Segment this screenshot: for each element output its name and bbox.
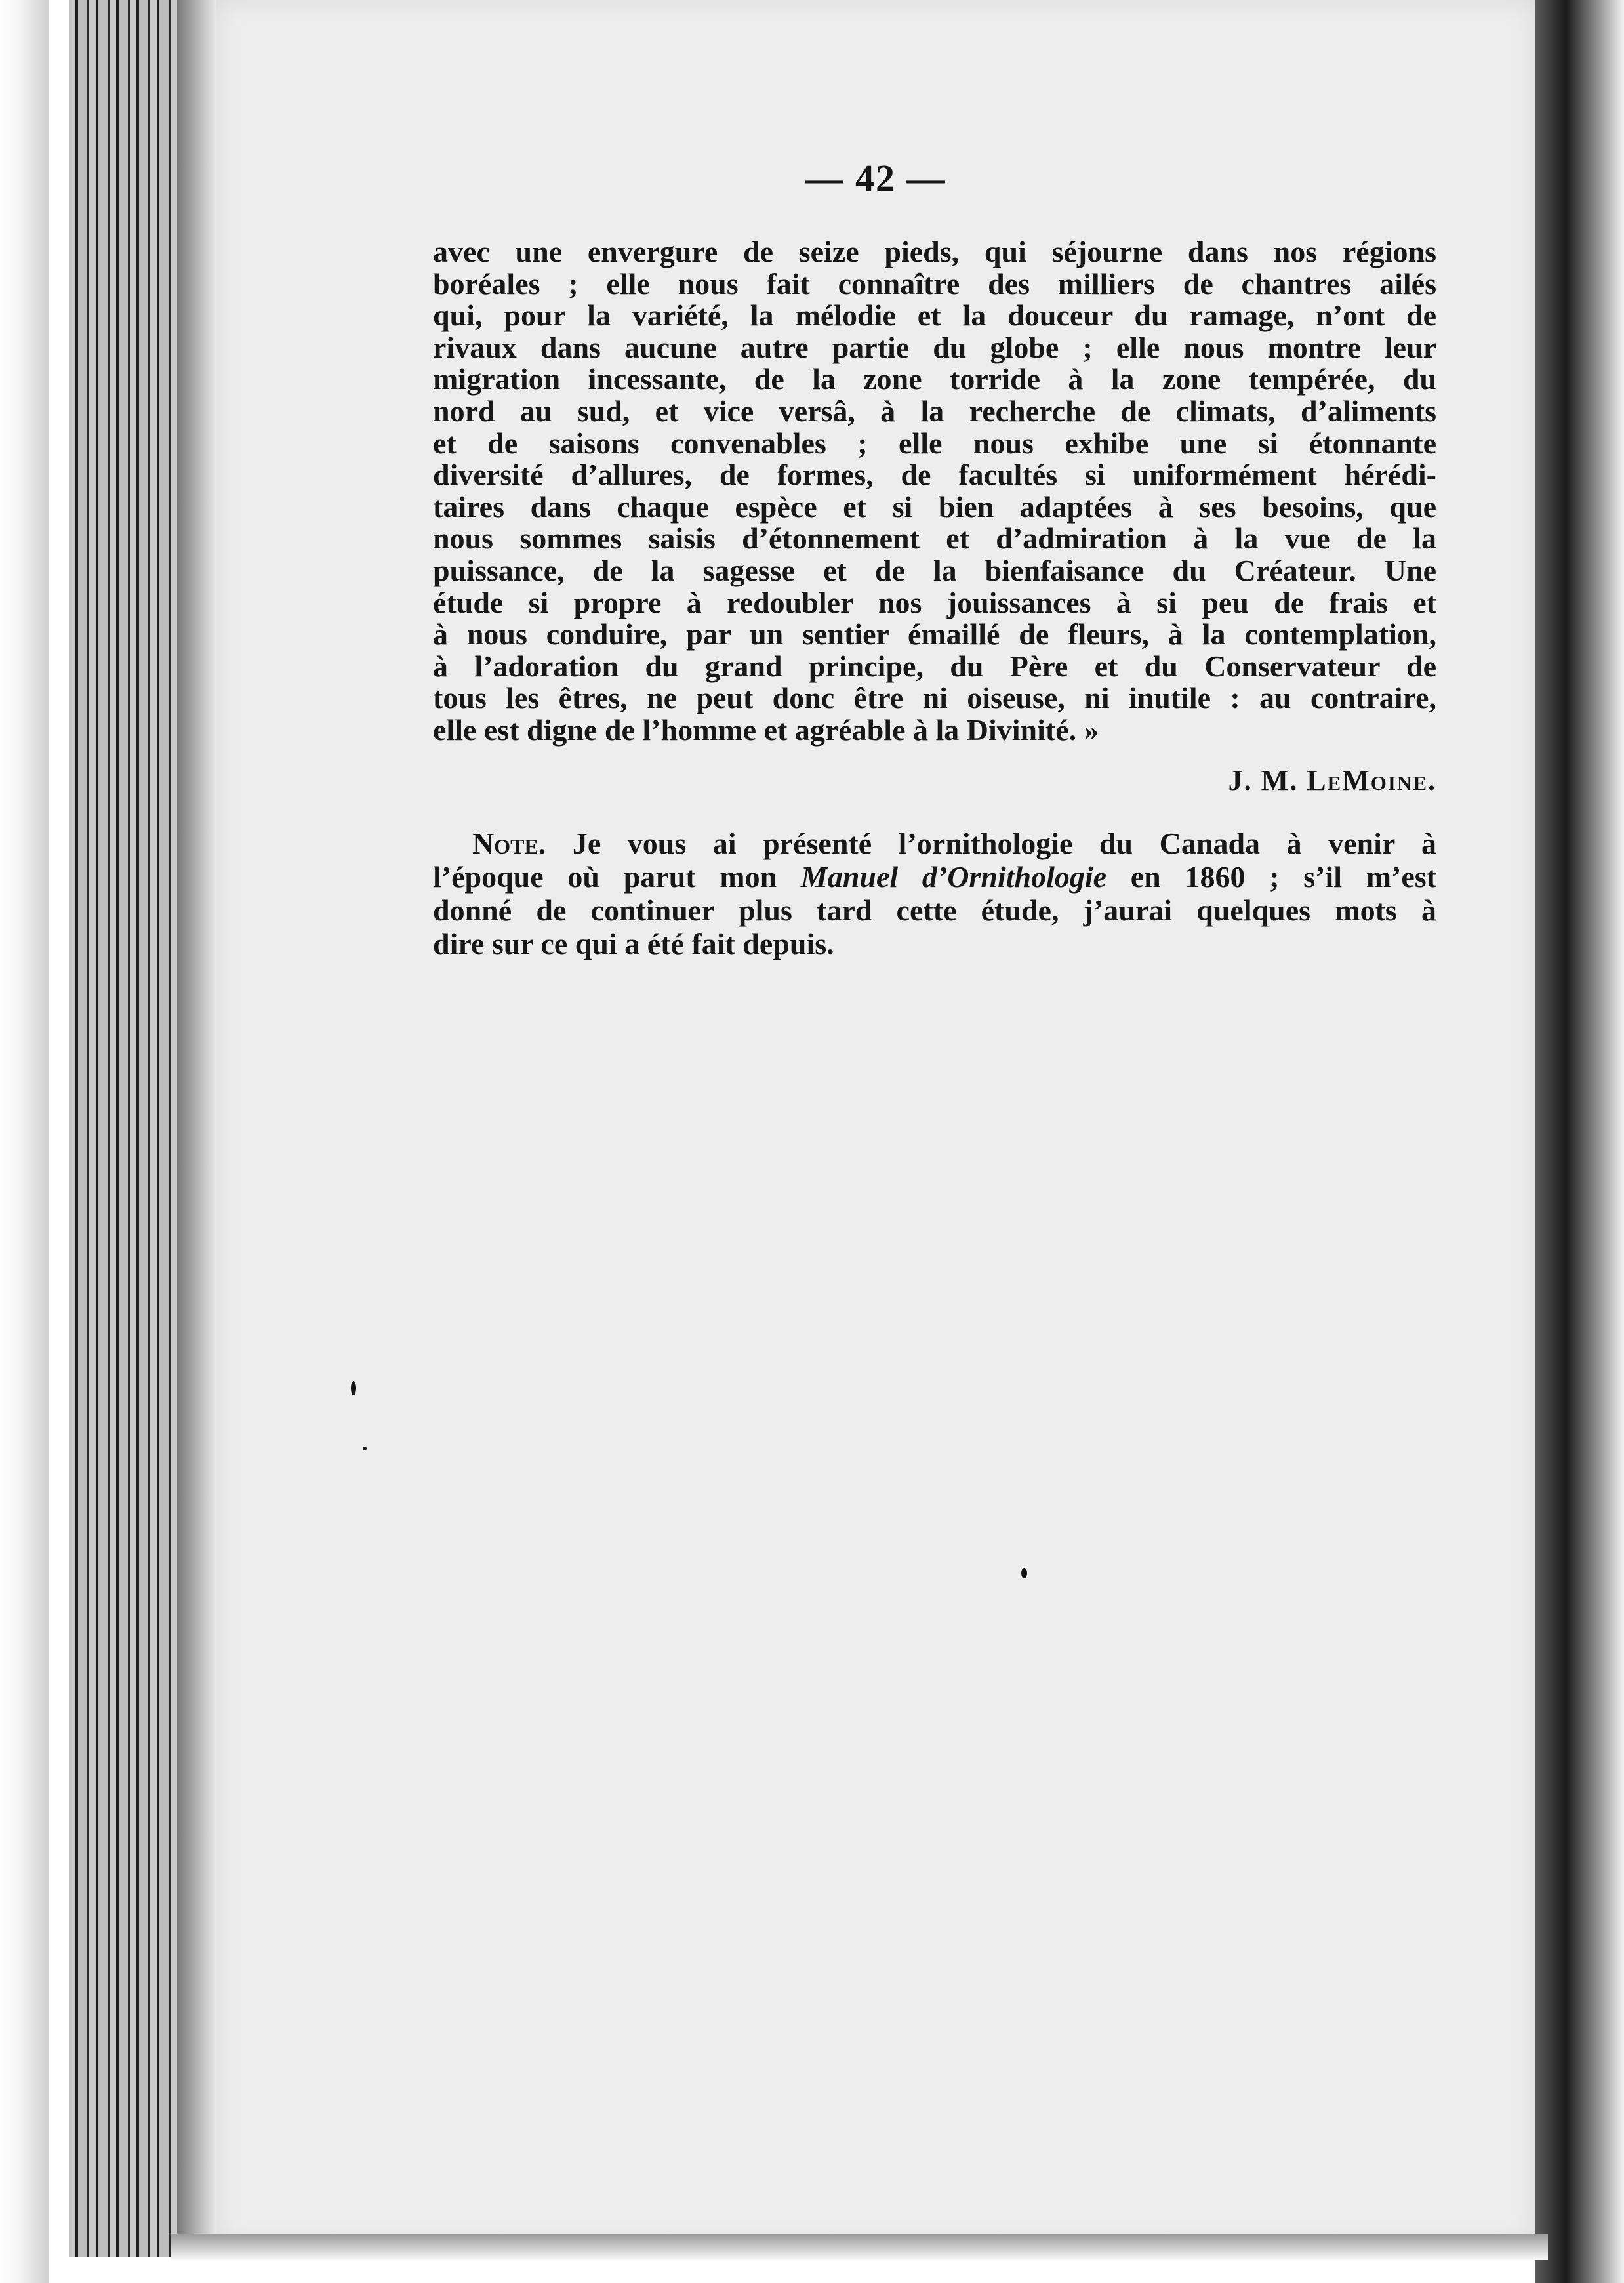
ink-speck: [363, 1447, 367, 1450]
book-gutter-shadow: [177, 0, 216, 2257]
text-line: avec une envergure de seize pieds, qui séjourne dans nos régions: [433, 235, 1436, 268]
text-line: nord au sud, et vice versâ, à la recherche de climats, d’aliments: [433, 394, 1436, 428]
text-line: diversité d’allures, de formes, de facultés si uniformément hérédi-: [433, 458, 1436, 492]
ink-speck: [1021, 1568, 1027, 1578]
text-line: tous les êtres, ne peut donc être ni oiseuse, ni inutile : au contraire,: [433, 681, 1436, 715]
note-text: Je vous ai présenté l’ornithologie du Canada à venir à: [546, 826, 1436, 860]
text-line: et de saisons convenables ; elle nous exhibe une si étonnante: [433, 426, 1436, 460]
author-signature: J. M. LeMoine.: [1228, 764, 1436, 796]
text-line: boréales ; elle nous fait connaître des milliers de chantres ailés: [433, 266, 1436, 300]
text-line: à l’adoration du grand principe, du Père et du Conservateur de: [433, 649, 1436, 683]
body-paragraph: [433, 236, 1436, 747]
book-page: [216, 0, 1535, 2244]
note-text: en 1860 ; s’il m’est: [1106, 859, 1436, 894]
text-line: elle est digne de l’homme et agréable à la Divinité. »: [433, 712, 1099, 747]
text-line: à nous conduire, par un sentier émaillé de fleurs, à la contemplation,: [433, 617, 1436, 651]
ink-speck: [351, 1381, 356, 1395]
text-line: rivaux dans aucune autre partie du globe ; elle nous montre leur: [433, 330, 1436, 364]
text-line: puissance, de la sagesse et de la bienfaisance du Créateur. Une: [433, 553, 1436, 587]
text-line: taires dans chaque espèce et si bien adaptées à ses besoins, que: [433, 489, 1436, 524]
text-line: étude si propre à redoubler nos jouissances à si peu de frais et: [433, 585, 1436, 619]
note-line: dire sur ce qui a été fait depuis.: [433, 926, 834, 960]
scan-margin-right: [1535, 0, 1624, 2283]
note-line: [433, 827, 1436, 860]
book-title: Manuel d’Ornithologie: [800, 859, 1107, 894]
text-line: migration incessante, de la zone torride à la zone tempérée, du: [433, 362, 1436, 396]
text-line: qui, pour la variété, la mélodie et la douceur du ramage, n’ont de: [433, 298, 1436, 333]
text-line: nous sommes saisis d’étonnement et d’admiration à la vue de la: [433, 522, 1436, 556]
note-paragraph: [433, 827, 1436, 960]
note-line: [433, 860, 1436, 894]
note-label: Note.: [472, 826, 546, 860]
page-content: [433, 236, 1436, 960]
page-bottom-edge: [171, 2234, 1548, 2260]
scan-margin-left: [0, 0, 49, 2283]
note-line: donné de continuer plus tard cette étude, j’aurai quelques mots à: [433, 893, 1436, 927]
note-text: l’époque où parut mon: [433, 859, 801, 894]
page-number: — 42 —: [805, 157, 946, 199]
